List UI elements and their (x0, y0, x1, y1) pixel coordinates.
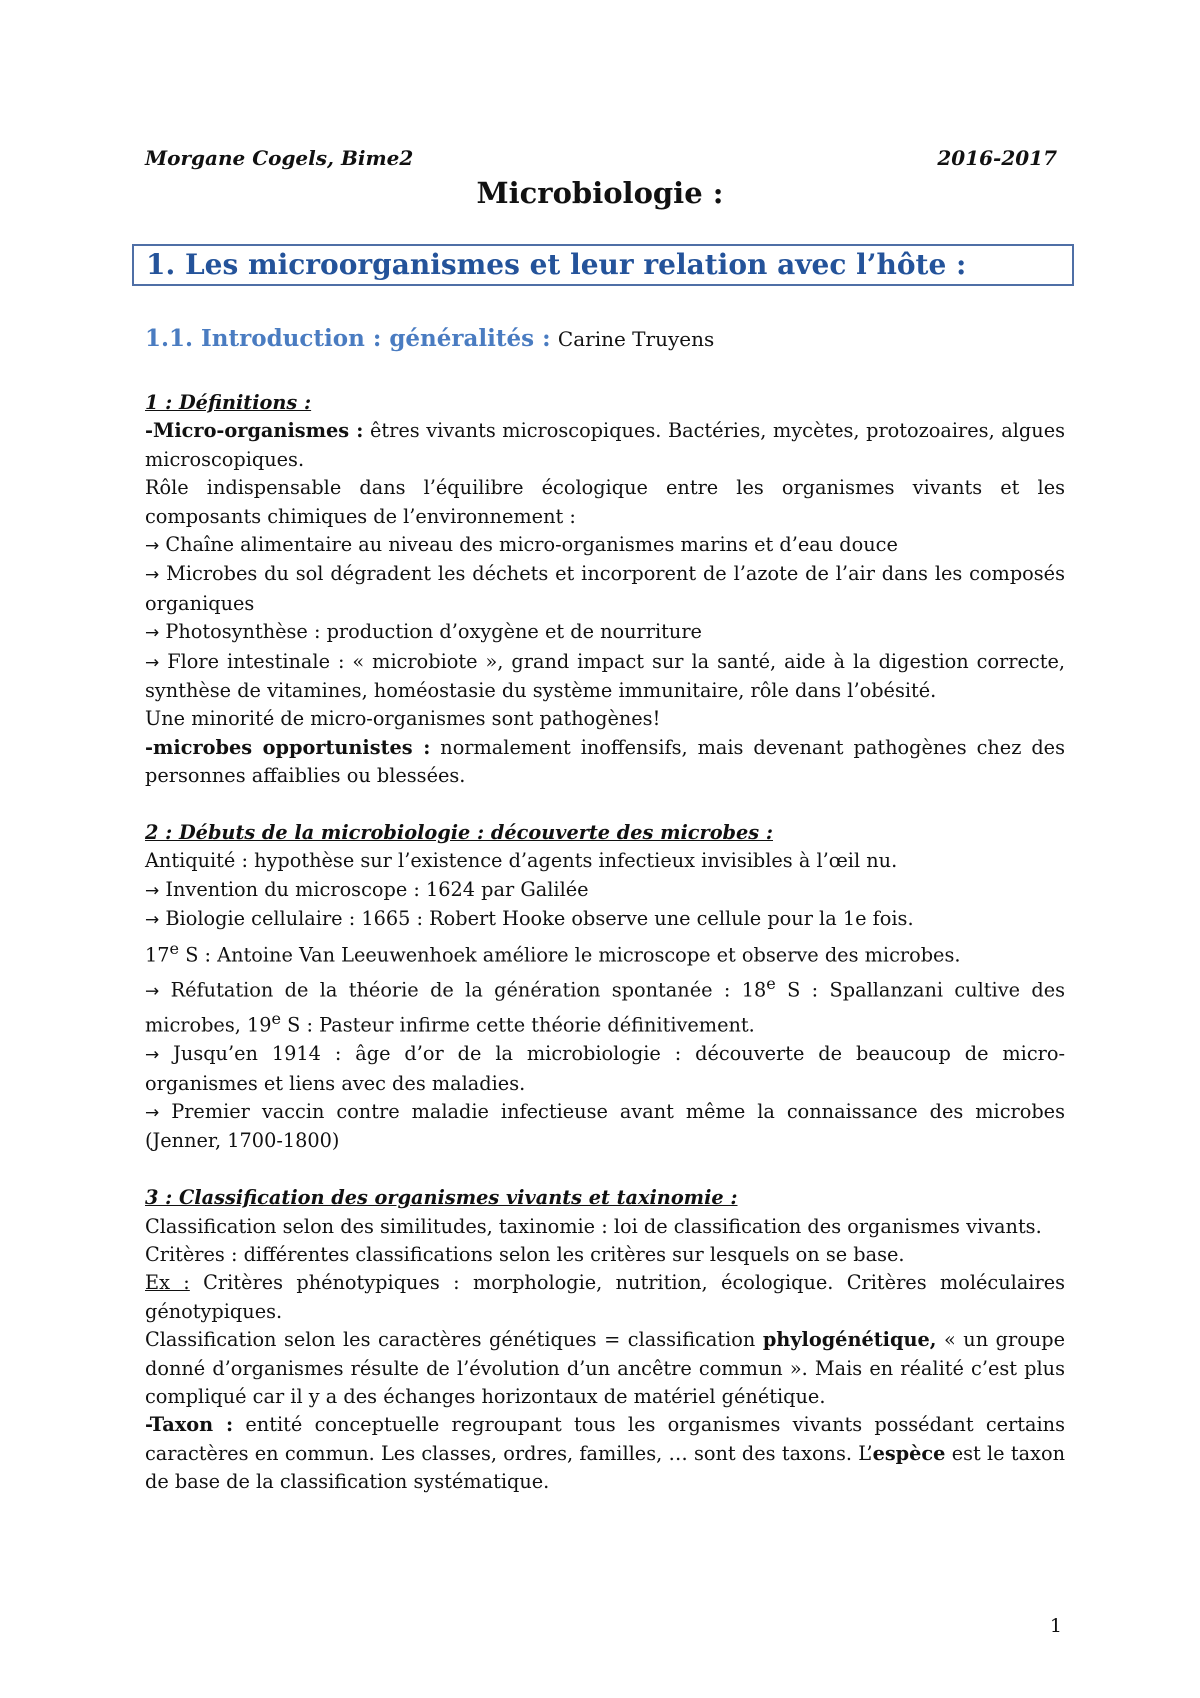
author-class: Morgane Cogels, Bime2 (145, 146, 414, 170)
species-term: espèce (872, 1441, 946, 1465)
classification-paragraph-1: Classification selon des similitudes, taxinomie : loi de classification des organismes vivants. (145, 1214, 1042, 1238)
history-bullet-4: → Jusqu’en 1914 : âge d’or de la microbiologie : découverte de beaucoup de micro-organismes et liens avec des maladies. (145, 1042, 1065, 1095)
chapter-title: 1. Les microorganismes et leur relation avec l’hôte : (146, 248, 967, 281)
definitions-heading: 1 : Définitions : (145, 391, 312, 414)
taxon-definition: -Taxon : entité conceptuelle regroupant tous les organismes vivants possédant certains caractères en commun. Les classes, ordres, familles, … sont des taxons. L’espèce est le taxon de base de la classification systématique. (145, 1413, 1065, 1494)
opportunist-text: normalement inoffensifs, mais devenant pathogènes chez des personnes affaiblies ou blessées. (145, 735, 1065, 788)
arrow-icon: → (145, 536, 160, 557)
classification-paragraph-2: Critères : différentes classifications selon les critères sur lesquels on se base. (145, 1243, 905, 1267)
arrow-icon: → (145, 880, 160, 901)
role-paragraph: Rôle indispensable dans l’équilibre écologique entre les organismes vivants et les composants chimiques de l’environnement : (145, 476, 1065, 528)
phylogenetic-term: phylogénétique, (762, 1328, 937, 1352)
micro-organismes-text: êtres vivants microscopiques. Bactéries, mycètes, protozoaires, algues microscopiques. (145, 419, 1065, 471)
classification-heading-line (145, 1184, 1065, 1212)
micro-organismes-term: -Micro-organismes : (145, 419, 364, 443)
history-heading: 2 : Débuts de la microbiologie : découverte des microbes : (145, 821, 773, 845)
section-heading (145, 323, 714, 355)
spacer (145, 791, 1065, 819)
pathogen-minority: Une minorité de micro-organismes sont pathogènes! (145, 707, 661, 731)
arrow-icon: → (145, 910, 160, 931)
role-bullet-2: → Microbes du sol dégradent les déchets et incorporent de l’azote de l’air dans les composés organiques (145, 562, 1065, 615)
taxon-term: -Taxon : (145, 1413, 234, 1437)
leeuwenhoek-line: 17e S : Antoine Van Leeuwenhoek améliore le microscope et observe des microbes. (145, 938, 961, 967)
page-number: 1 (1049, 1615, 1062, 1637)
micro-organismes-definition (145, 417, 1065, 474)
page-header (145, 144, 1057, 172)
role-bullet-4: → Flore intestinale : « microbiote », grand impact sur la santé, aide à la digestion correcte, synthèse de vitamines, homéostasie du système immunitaire, rôle dans l’obésité. (145, 649, 1065, 703)
classification-example: Ex : Critères phénotypiques : morphologie, nutrition, écologique. Critères moléculaires génotypiques. (145, 1271, 1065, 1323)
arrow-icon: → (145, 623, 160, 644)
academic-year: 2016-2017 (937, 146, 1057, 170)
arrow-icon: → (145, 1103, 160, 1123)
arrow-icon: → (145, 980, 160, 1001)
antiquity-line: Antiquité : hypothèse sur l’existence d’agents infectieux invisibles à l’œil nu. (145, 849, 898, 873)
arrow-icon: → (145, 652, 160, 673)
spacer (145, 1156, 1065, 1184)
document-body (145, 389, 1065, 1497)
history-bullet-1: → Invention du microscope : 1624 par Galilée (145, 877, 589, 901)
opportunist-definition (145, 734, 1065, 791)
chapter-heading (132, 244, 1074, 286)
section-title: 1.1. Introduction : généralités : (145, 325, 551, 352)
role-bullet-3: → Photosynthèse : production d’oxygène et de nourriture (145, 620, 702, 644)
section-author: Carine Truyens (557, 327, 715, 351)
history-bullet-5: → Premier vaccin contre maladie infectieuse avant même la connaissance des microbes (Jenner, 1700-1800) (145, 1100, 1065, 1153)
arrow-icon: → (145, 1045, 160, 1066)
classification-heading: 3 : Classification des organismes vivants et taxinomie : (145, 1186, 738, 1210)
arrow-icon: → (145, 565, 160, 586)
role-bullet-1: → Chaîne alimentaire au niveau des micro-organismes marins et d’eau douce (145, 533, 898, 557)
history-bullet-2: → Biologie cellulaire : 1665 : Robert Hooke observe une cellule pour la 1e fois. (145, 907, 914, 931)
history-bullet-3: → Réfutation de la théorie de la génération spontanée : 18e S : Spallanzani cultive des microbes, 19e S : Pasteur infirme cette théorie définitivement. (145, 973, 1065, 1037)
history-heading-line (145, 819, 1065, 847)
example-label: Ex : (145, 1271, 190, 1295)
opportunist-term: -microbes opportunistes : (145, 735, 431, 759)
document-title: Microbiologie : (476, 176, 724, 210)
definitions-heading-line (145, 389, 1065, 417)
phylogenetic-paragraph: Classification selon les caractères génétiques = classification phylogénétique, « un groupe donné d’organismes résulte de l’évolution d’un ancêtre commun ». Mais en réalité c’est plus compliqué car il y a des échanges horizontaux de matériel génétique. (145, 1328, 1065, 1409)
